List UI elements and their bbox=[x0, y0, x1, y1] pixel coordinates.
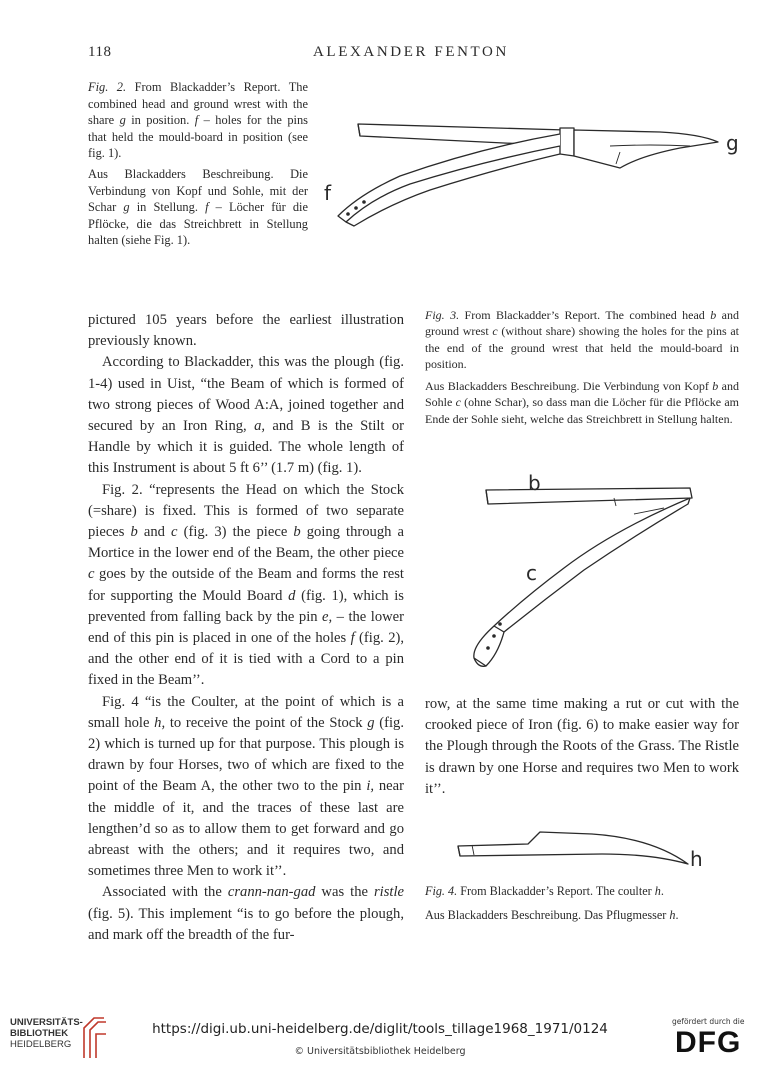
copyright-notice: © Universitätsbibliothek Heidelberg bbox=[294, 1046, 466, 1057]
fig3-illustration bbox=[464, 468, 704, 678]
fig3-caption bbox=[425, 307, 739, 427]
fig4-illustration bbox=[452, 824, 722, 874]
paragraph-3: Fig. 2. “represents the Head on which the Stock (=share) is fixed. This is formed of two separate pieces b and c (fig. 3) the piece b going through a Mortice in the lower end of the Beam, the other piece c goes by the outside of the Beam and forms the rest for supporting the Mould Board d (fig. 1), which is prevented from falling back by the pin e, – the lower end of this pin is placed in one of the holes f (fig. 2), and the other end of it is tied with a Cord to a pin fixed in the Beam’’. bbox=[88, 481, 404, 689]
fig3-label-b: b bbox=[528, 471, 541, 495]
fig4-caption-de: Aus Blackadders Beschreibung. Das Pflugmesser h. bbox=[425, 907, 679, 922]
page-number: 118 bbox=[88, 44, 112, 60]
paragraph-6: row, at the same time making a rut or cut with the crooked piece of Iron (fig. 6) to make easier way for the Plough through the Roots of the Grass. The Ristle is drawn by one Horse and requires two Men to work it’’. bbox=[425, 696, 739, 797]
dfg-logo: DFG bbox=[675, 1026, 742, 1059]
fig2-caption-de: Aus Blackadders Beschreibung. Die Verbindung von Kopf und Sohle, mit der Schar g in Stellung. f – Löcher für die Pflöcke, die das Streichbrett in Stellung halten (siehe Fig. 1). bbox=[88, 166, 308, 248]
fig4-label-h: h bbox=[690, 847, 703, 871]
library-logo-text: UNIVERSITÄTS- BIBLIOTHEK HEIDELBERG bbox=[10, 1017, 83, 1050]
funded-by-note: gefördert durch die bbox=[672, 1017, 745, 1026]
library-logo-icon bbox=[82, 1014, 108, 1060]
fig3-caption-de: Aus Blackadders Beschreibung. Die Verbindung von Kopf b and Sohle c (ohne Schar), so dass man die Löcher für die Pflöcke am Ende der Sohle sieht, welche das Streichbrett in Stellung halten. bbox=[425, 379, 740, 426]
paragraph-2: According to Blackadder, this was the plough (fig. 1-4) used in Uist, “the Beam of which is formed of two strong pieces of Wood A:A, joined together and secured by an Iron Ring, a, and B is the Stilt or Handle by which it is guided. The whole length of this Instrument is about 5 ft 6’’ (1.7 m) (fig. 1). bbox=[88, 354, 405, 477]
body-right-column bbox=[425, 694, 739, 800]
fig2-label-f: f bbox=[324, 181, 332, 205]
paragraph-5: Associated with the crann-nan-gad was the ristle (fig. 5). This implement “is to go before the plough, and mark off the breadth of the fur- bbox=[88, 884, 404, 943]
fig4-caption bbox=[425, 883, 741, 923]
fig3-label-c: c bbox=[526, 561, 537, 585]
fig3-caption-en: Fig. 3. From Blackadder’s Report. The combined head b and ground wrest c (without share) showing the holes for the pins at the end of the ground wrest that held the mould-board in position. bbox=[425, 308, 740, 371]
fig2-illustration bbox=[320, 112, 740, 242]
fig2-caption bbox=[88, 79, 308, 249]
fig2-label-g: g bbox=[726, 131, 739, 155]
paragraph-4: Fig. 4 “is the Coulter, at the point of which is a small hole h, to receive the point of the Stock g (fig. 2) which is turned up for that purpose. This plough is drawn by four Horses, two of which are fixed to the point of the Beam A, the other two to the pin i, near the middle of it, and the traces of these last are lengthen’d so as to allow them to get forward and go abreast with the others; and it requires two, and sometimes three Men to work it’’. bbox=[88, 693, 405, 880]
fig2-caption-en: Fig. 2. From Blackadder’s Report. The combined head and ground wrest with the share g in position. f – holes for the pins that held the mould-board in position (see fig. 1). bbox=[88, 80, 308, 161]
paragraph-1: pictured 105 years before the earliest illustration previously known. bbox=[88, 312, 404, 350]
body-left-column bbox=[88, 310, 404, 946]
running-head: ALEXANDER FENTON bbox=[313, 44, 509, 60]
fig4-caption-en: Fig. 4. From Blackadder’s Report. The coulter h. bbox=[425, 884, 664, 898]
source-url-link[interactable]: https://digi.ub.uni-heidelberg.de/diglit/tools_tillage1968_1971/0124 bbox=[152, 1021, 608, 1037]
